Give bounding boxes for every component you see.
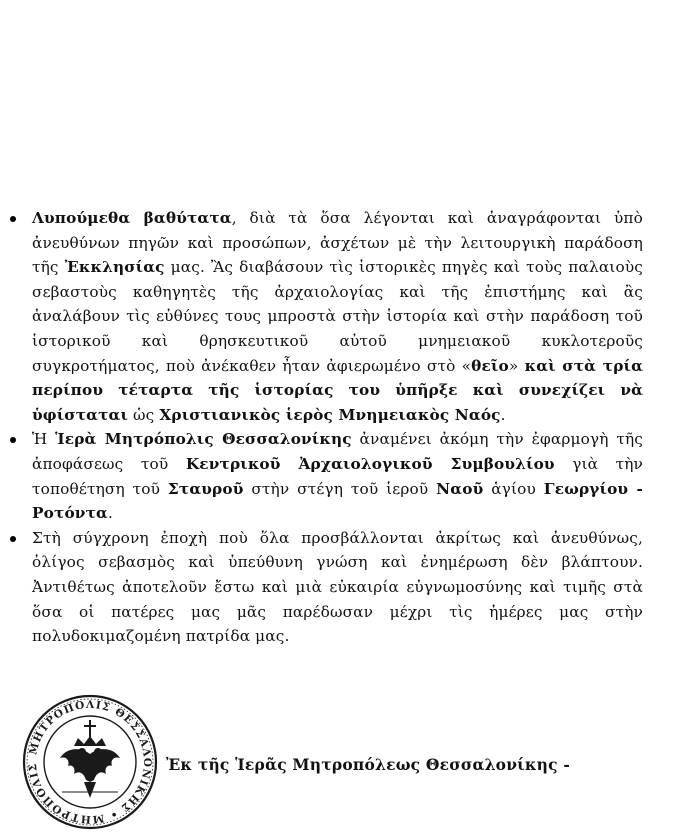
body-text: μας. Ἂς διαβάσουν τὶς ἱστορικὲς πηγὲς καὶ τοὺς παλαιοὺς σεβαστοὺς καθηγητὲς τῆς ἀρχαιολογίας καὶ τῆς ἐπιστήμης καὶ ἂς ἀναλάβουν τὶς εὐθύνες τους μπροστὰ στὴν ἱστορία καὶ στὴν παράδοση τοῦ ἱστορικοῦ καὶ θρησκευτικοῦ αὐτοῦ μνημειακοῦ κυκλοτεροῦς συγκροτήματος, ποὺ ἀνέκαθεν ἦταν ἀφιερωμένο στὸ « [32, 258, 643, 375]
list-item-text [32, 209, 643, 424]
list-item [10, 526, 643, 649]
seal-legend-text: ΜΗΤΡΟΠΟΛΙΣ ΘΕΣΣΑΛΟΝΙΚΗΣ • ΜΗΤΡΟΠΟΛΙΣ [26, 698, 154, 826]
body-text: . [500, 405, 506, 424]
list-item [10, 427, 643, 525]
seal-crown [74, 736, 106, 746]
body-text: » [508, 356, 525, 375]
body-text: ἁγίου [483, 479, 544, 498]
body-text: Ἡ [32, 430, 56, 449]
bullet-dot [10, 437, 16, 443]
emphasis-text: Ἐκκλησίας [64, 258, 165, 277]
body-text: στὴν στέγη τοῦ ἱεροῦ [243, 479, 437, 498]
seal-eagle [60, 749, 120, 782]
emphasis-text: καὶ στὰ τρία περίπου τέταρτα τῆς ἱστορίας του ὑπῆρξε καὶ συνεχίζει νὰ ὑφίσταται [32, 356, 643, 424]
seal-eagle-tail [84, 782, 96, 798]
body-text: ἀναμένει ἀκόμη τὴν ἐφαρμογὴ τῆς ἀποφάσεως τοῦ [32, 430, 644, 473]
emphasis-text: Ναοῦ [436, 479, 484, 498]
emphasis-text: θεῖο [471, 356, 509, 375]
list-item [10, 206, 643, 427]
body-text: γιὰ τὴν τοποθέτηση τοῦ [32, 454, 644, 498]
footer-caption: Ἐκ τῆς Ἱερᾶς Μητροπόλεως Θεσσαλονίκης - [166, 755, 571, 774]
bullet-dot [10, 216, 16, 222]
list-item-text [32, 430, 643, 522]
body-text: . [107, 504, 113, 523]
metropolis-seal [22, 694, 158, 830]
emphasis-text: Κεντρικοῦ Ἀρχαιολογικοῦ Συμβουλίου [185, 454, 555, 473]
list-item-text [32, 529, 643, 645]
emphasis-text: Χριστιανικὸς ἱερὸς Μνημειακὸς Ναός [159, 405, 501, 424]
emphasis-text: Σταυροῦ [167, 479, 244, 498]
body-text: ὡς [128, 405, 160, 424]
seal-eagle-head-left [78, 748, 86, 756]
seal-cross [84, 720, 96, 738]
seal-eagle-head-right [94, 748, 102, 756]
emphasis-text: Ἱερὰ Μητρόπολις Θεσσαλονίκης [55, 430, 352, 449]
bullet-dot [10, 536, 16, 542]
body-text: , διὰ τὰ ὅσα λέγονται καὶ ἀναγράφονται ὑπὸ ἀνευθύνων πηγῶν καὶ προσώπων, ἀσχέτων μὲ τὴν λειτουργικὴ παράδοση τῆς [32, 209, 643, 277]
body-text: Στὴ σύγχρονη ἐποχὴ ποὺ ὅλα προσβάλλονται ἀκρίτως καὶ ἀνευθύνως, ὀλίγος σεβασμὸς καὶ ὑπεύθυνη γνώση καὶ ἐνημέρωση δὲν βλάπτουν. Ἀντιθέτως ἀποτελοῦν ἔστω καὶ μιὰ εὐκαιρία εὐγνωμοσύνης καὶ τιμῆς στὰ ὅσα οἱ πατέρες μας μᾶς παρέδωσαν μέχρι τὶς ἡμέρες μας στὴν πολυδοκιμαζομένη πατρίδα μας. [32, 528, 643, 646]
seal-icon [22, 694, 158, 830]
statement-list [10, 206, 643, 649]
emphasis-text: Λυπούμεθα βαθύτατα [32, 209, 232, 227]
emphasis-text: Γεωργίου - Ροτόντα [32, 479, 644, 523]
